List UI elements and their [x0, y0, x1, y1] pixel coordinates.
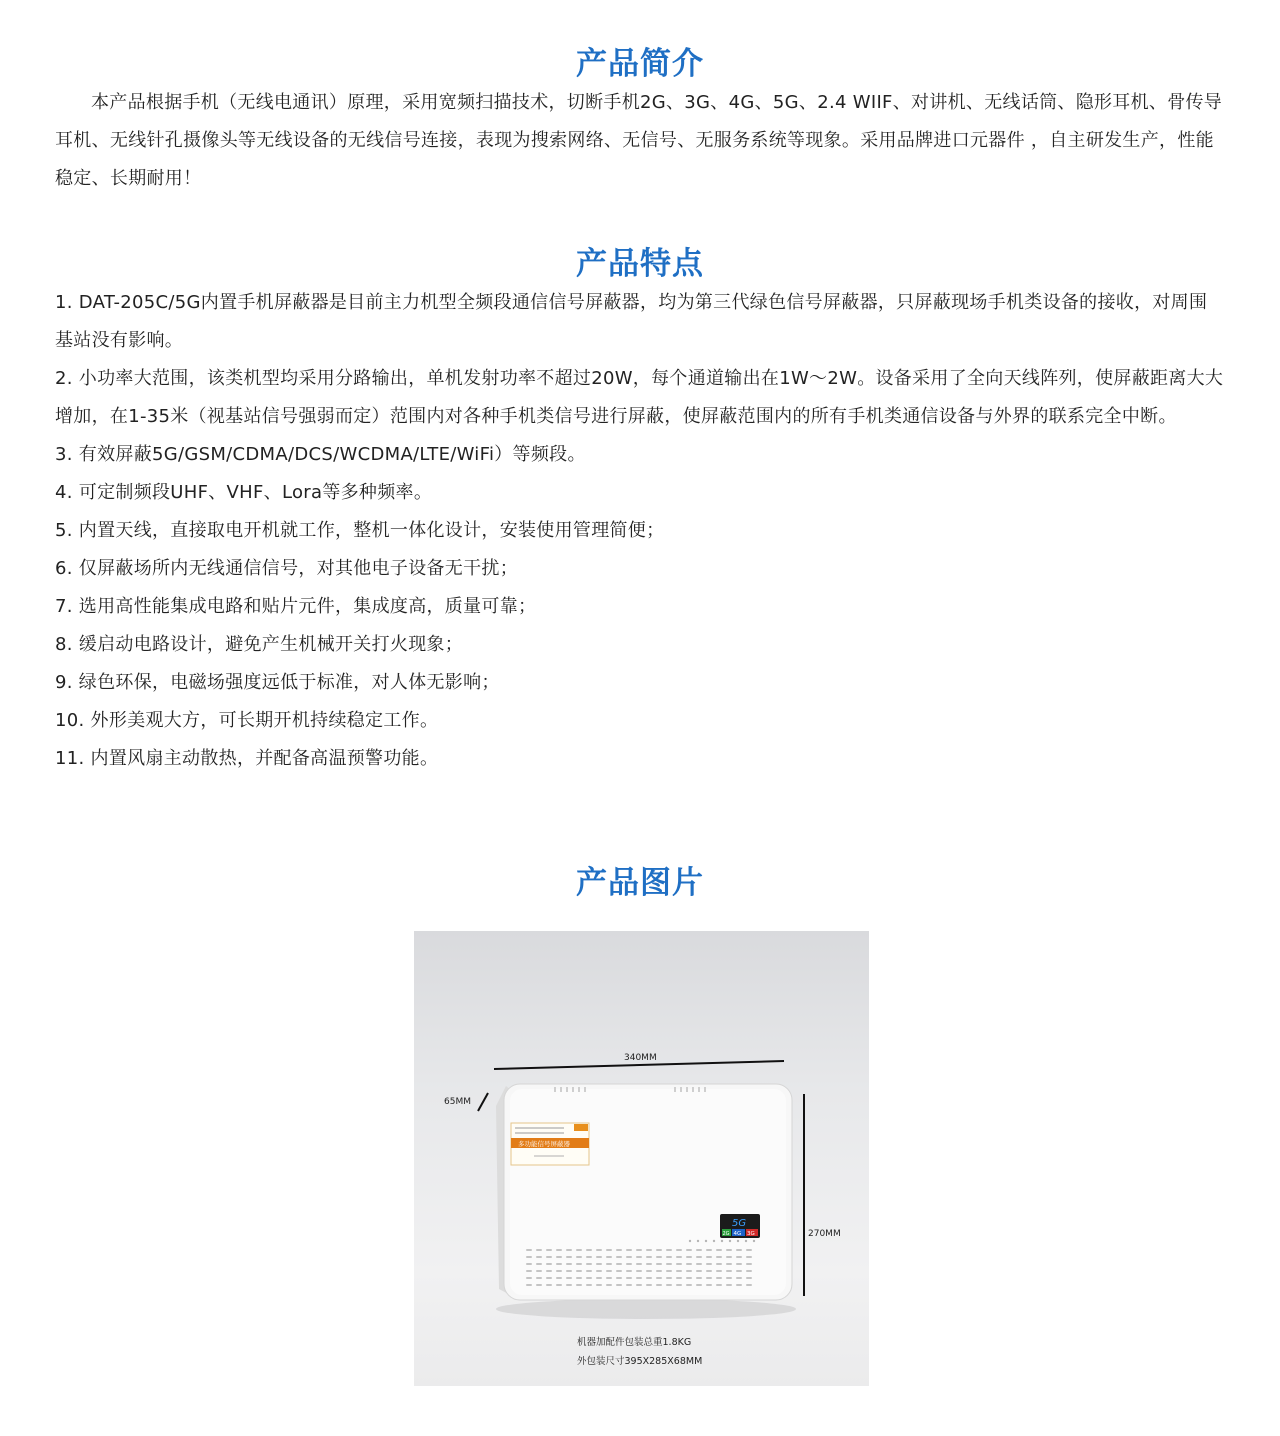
feature-item: 6. 仅屏蔽场所内无线通信信号，对其他电子设备无干扰；: [55, 558, 518, 579]
depth-label: 65MM: [444, 1097, 471, 1107]
feature-item: 10. 外形美观大方，可长期开机持续稳定工作。: [55, 710, 439, 731]
badge-4g: 4G: [733, 1231, 742, 1237]
feature-item: 1. DAT-205C/5G内置手机屏蔽器是目前主力机型全频段通信信号屏蔽器，均为第三代绿色信号屏蔽器，只屏蔽现场手机类设备的接收，对周围基站没有影响。: [55, 292, 1208, 351]
feature-item: 4. 可定制频段UHF、VHF、Lora等多种频率。: [55, 482, 433, 503]
network-badge: [720, 1214, 760, 1238]
feature-list: [55, 284, 1225, 778]
features-title: 产品特点: [576, 246, 704, 282]
feature-item: 7. 选用高性能集成电路和贴片元件，集成度高，质量可靠；: [55, 596, 537, 617]
product-photo: [414, 931, 869, 1386]
weight-note: 机器加配件包装总重1.8KG: [577, 1337, 692, 1348]
feature-item: 9. 绿色环保，电磁场强度远低于标准，对人体无影响；: [55, 672, 500, 693]
height-label: 270MM: [808, 1229, 841, 1239]
sticker-title: 多功能信号屏蔽器: [518, 1140, 570, 1148]
feature-item: 2. 小功率大范围，该类机型均采用分路输出，单机发射功率不超过20W，每个通道输出在1W～2W。设备采用了全向天线阵列，使屏蔽距离大大增加，在1-35米（视基站信号强弱而定）范围内对各种手机类信号进行屏蔽，使屏蔽范围内的所有手机类通信设备与外界的联系完全中断。: [55, 368, 1224, 427]
intro-title: 产品简介: [576, 46, 704, 82]
depth-dimension-line: [478, 1093, 488, 1111]
product-illustration: [414, 931, 869, 1386]
intro-paragraph: 本产品根据手机（无线电通讯）原理，采用宽频扫描技术，切断手机2G、3G、4G、5G、2.4 WIIF、对讲机、无线话筒、隐形耳机、骨传导耳机、无线针孔摄像头等无线设备的无线信号连接，表现为搜索网络、无信号、无服务系统等现象。采用品牌进口元器件 ，自主研发生产，性能稳定、长期耐用！: [55, 92, 1223, 189]
product-sticker: [511, 1123, 589, 1165]
badge-2g: 2G: [722, 1231, 730, 1237]
feature-item: 5. 内置天线，直接取电开机就工作，整机一体化设计，安装使用管理简便；: [55, 520, 665, 541]
feature-item: 11. 内置风扇主动散热，并配备高温预警功能。: [55, 748, 439, 769]
width-label: 340MM: [624, 1053, 657, 1063]
badge-3g: 3G: [747, 1231, 755, 1237]
feature-item: 3. 有效屏蔽5G/GSM/CDMA/DCS/WCDMA/LTE/WiFi）等频段。: [55, 444, 586, 465]
size-note: 外包装尺寸395X285X68MM: [577, 1356, 703, 1367]
badge-5g: 5G: [732, 1218, 747, 1229]
indicator-lights: [689, 1240, 755, 1242]
feature-item: 8. 缓启动电路设计，避免产生机械开关打火现象；: [55, 634, 464, 655]
images-title: 产品图片: [576, 865, 704, 901]
